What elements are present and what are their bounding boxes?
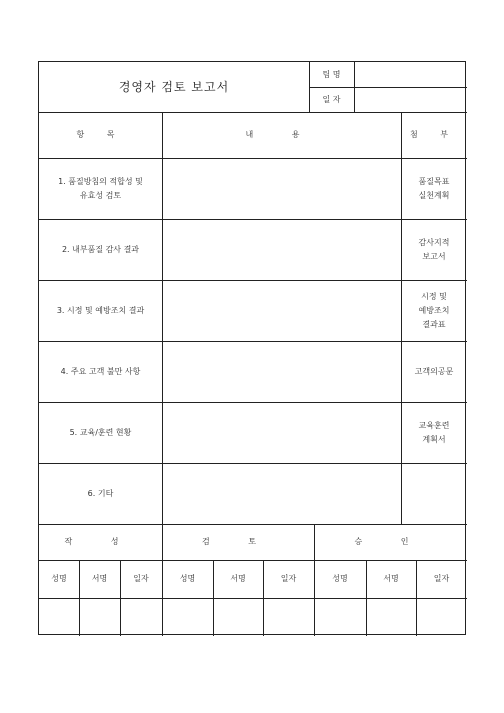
signoff-review-sign-field[interactable]: [213, 598, 263, 636]
header-attachment: 첨 부: [410, 130, 458, 139]
signoff-review-sign-label: 서명: [230, 574, 246, 583]
row-attachment-5: 교육훈련 계획서: [418, 420, 450, 444]
header-content: 내 용: [245, 130, 318, 139]
row-item-3: 3. 시정 및 예방조치 결과: [56, 305, 145, 315]
team-field[interactable]: [354, 62, 467, 87]
signoff-review-date-label: 일자: [280, 574, 297, 583]
date-label: 일 자: [322, 94, 341, 104]
report-form: [38, 61, 466, 635]
row-attachment-2: 감사지적 보고서: [418, 237, 450, 261]
row-content-5[interactable]: [162, 402, 401, 463]
row-content-3[interactable]: [162, 280, 401, 341]
signoff-group-review: 검 토: [202, 537, 274, 546]
signoff-author-date-label: 일자: [133, 574, 149, 583]
row-attachment-4: 고객의공문: [414, 366, 454, 376]
row-attachment-1: 품질목표 실천계획: [418, 176, 450, 200]
team-label: 팀 명: [322, 69, 341, 79]
row-content-1[interactable]: [162, 158, 401, 219]
header-item: 항 목: [76, 130, 125, 139]
date-field[interactable]: [354, 87, 467, 112]
signoff-approval-sign-field[interactable]: [366, 598, 416, 636]
row-attachment-6: [401, 463, 467, 524]
signoff-author-sign-field[interactable]: [79, 598, 120, 636]
signoff-group-author: 작 성: [64, 537, 137, 546]
signoff-group-approval: 승 인: [354, 537, 427, 546]
row-item-2: 2. 내부품질 감사 결과: [61, 244, 140, 254]
signoff-review-name-label: 성명: [179, 574, 196, 583]
signoff-review-name-field[interactable]: [162, 598, 213, 636]
signoff-approval-sign-label: 서명: [383, 574, 399, 583]
signoff-approval-date-field[interactable]: [416, 598, 467, 636]
signoff-approval-name-field[interactable]: [314, 598, 366, 636]
signoff-author-date-field[interactable]: [120, 598, 162, 636]
signoff-author-sign-label: 서명: [91, 574, 108, 583]
row-attachment-3: 시정 및 예방조치 결과표: [418, 291, 450, 329]
signoff-author-name-label: 성명: [51, 574, 67, 583]
row-item-1: 1. 품질방침의 적합성 및 유효성 검토: [58, 176, 143, 200]
row-content-2[interactable]: [162, 219, 401, 280]
row-content-6[interactable]: [162, 463, 401, 524]
signoff-approval-date-label: 일자: [433, 574, 450, 583]
row-item-4: 4. 주요 고객 불만 사항: [60, 366, 141, 376]
row-item-6: 6. 기타: [87, 488, 114, 498]
document-title: 경영자 검토 보고서: [118, 80, 230, 94]
signoff-review-date-field[interactable]: [263, 598, 314, 636]
row-content-4[interactable]: [162, 341, 401, 402]
signoff-approval-name-label: 성명: [332, 574, 348, 583]
signoff-author-name-field[interactable]: [39, 598, 79, 636]
row-item-5: 5. 교육/훈련 현황: [69, 427, 132, 437]
